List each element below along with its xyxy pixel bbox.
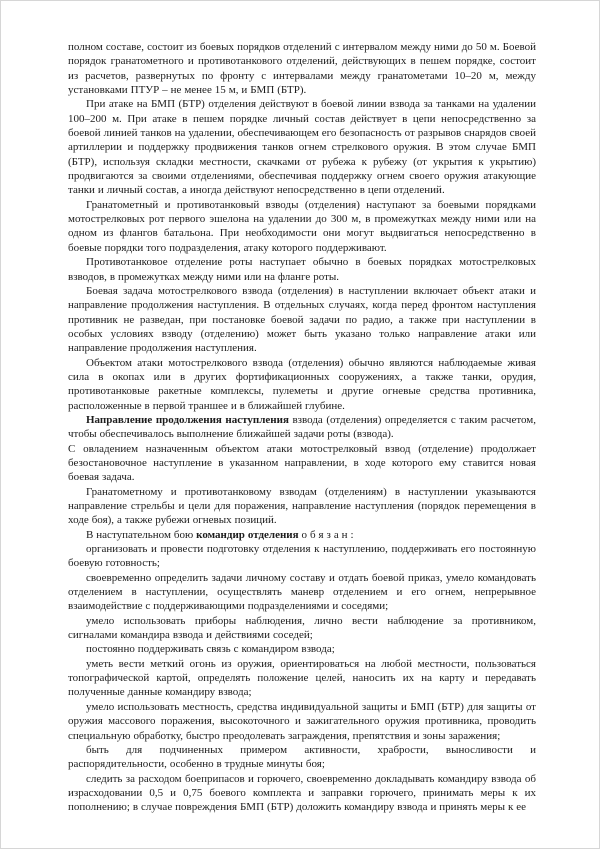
paragraph — [68, 198, 536, 255]
text-run: постоянно поддерживать связь с командиром взвода; — [86, 643, 335, 656]
text-run: С овладением назначенным объектом атаки мотострелковый взвод (отделение) продолжает безостановочное наступление в указанном направлении, в ходе которого ему ставится новая боевая задача. — [68, 442, 536, 484]
text-run: В наступательном бою — [86, 528, 197, 541]
text-run: Противотанковое отделение роты наступает обычно в боевых порядках мотострелковых взводов, в промежутках между ними или на фланге роты. — [68, 256, 536, 283]
paragraph — [68, 413, 536, 442]
text-run: Объектом атаки мотострелкового взвода (отделения) обычно являются наблюдаемые живая сила в окопах или в других фортификационных сооружениях, а также танки, орудия, противотанковые ракетные комплексы, пулеметы и другие огневые средства противника, расположенные в первой траншее и в ближайшей глубине. — [68, 356, 536, 412]
paragraph — [68, 542, 536, 571]
paragraph — [68, 442, 536, 485]
text-run: Гранатометный и противотанковый взводы (отделения) наступают за боевыми порядками мотострелковых рот первого эшелона на удалении до 300 м, в промежутках между ними или на одном из флангов батальона. При необходимости они могут выдвигаться непосредственно в боевые порядки того подразделения, атаку которого поддерживают. — [68, 198, 536, 254]
text-run: организовать и провести подготовку отделения к наступлению, поддерживать его постоянную боевую готовность; — [68, 543, 536, 570]
text-run: Гранатометному и противотанковому взводам (отделениям) в наступлении указываются направление стрельбы и цели для поражения, направление наступления (порядок перемещения в ходе боя), а также рубежи огневых позиций. — [68, 485, 536, 527]
paragraph — [68, 743, 536, 772]
paragraph — [68, 284, 536, 356]
bold-text-run: командир отделения — [196, 528, 299, 541]
paragraph — [68, 485, 536, 528]
paragraph — [68, 571, 536, 614]
paragraph — [68, 614, 536, 643]
text-run: быть для подчиненных примером активности, храбрости, выносливости и распорядительности, особенно в трудные минуты боя; — [68, 743, 536, 771]
text-run: При атаке на БМП (БТР) отделения действуют в боевой линии взвода за танками на удалении 100–200 м. При атаке в пешем порядке личный состав действует в цепи непосредственно за боевой линией танков на удалении, обеспечивающем его безопасность от разрывов снарядов своей артиллерии и поддержку продвижения танков огнем стрелкового оружия. В этом случае БМП (БТР), используя складки местности, скачками от рубежа к рубежу (от укрытия к укрытию) продвигаются за своими отделениями, обеспечивая поддержку огнем своего оружия атакующие танки и личный состав, а иногда действуют непосредственно в цепи отделений. — [68, 98, 536, 197]
text-run: Боевая задача мотострелкового взвода (отделения) в наступлении включает объект атаки и направление продолжения наступления. В отдельных случаях, когда перед фронтом наступления противник не разведан, при постановке боевой задачи по радио, а также при наступлении в особых условиях взводу (отделению) может быть указано только направление атаки или направление продолжения наступления. — [68, 284, 536, 355]
paragraph — [68, 97, 536, 197]
bold-text-run: Направление продолжения наступления — [86, 413, 289, 426]
paragraph — [68, 40, 536, 97]
paragraph — [68, 657, 536, 700]
text-run: умело использовать приборы наблюдения, лично вести наблюдение за противником, сигналами командира взвода и действиями соседей; — [68, 614, 536, 642]
paragraph — [68, 642, 536, 656]
paragraph — [68, 255, 536, 284]
paragraph — [68, 700, 536, 743]
text-run: следить за расходом боеприпасов и горючего, своевременно докладывать командиру взвода об израсходовании 0,5 и 0,75 боевого комплекта и заправки горючего, принимать меры к их пополнению; в случае повреждения БМП (БТР) доложить командиру взвода и принять меры к ее — [68, 772, 536, 814]
text-run: о б я з а н : — [298, 528, 354, 541]
paragraph — [68, 528, 536, 542]
document-body — [68, 40, 536, 815]
text-run: своевременно определить задачи личному составу и отдать боевой приказ, умело командовать отделением в наступлении, осуществлять маневр отделением и его огнем, непрерывное взаимодействие с поддерживающими подразделениями и соседями; — [68, 571, 536, 613]
paragraph — [68, 772, 536, 815]
text-run: умело использовать местность, средства индивидуальной защиты и БМП (БТР) для защиты от оружия массового поражения, высокоточного и зажигательного оружия противника, проводить специальную обработку, быстро преодолевать заграждения, препятствия и зоны заражения; — [68, 700, 536, 742]
text-run: полном составе, состоит из боевых порядков отделений с интервалом между ними до 50 м. Боевой порядок гранатометного и противотанкового отделений, действующих в пешем порядке, состоит из расчетов, развернутых по фронту с интервалами между гранатометами 10–20 м, между установками ПТУР – не менее 15 м, и БМП (БТР). — [68, 41, 536, 97]
text-run: взвода (отделения) определяется с таким расчетом, чтобы обеспечивалось выполнение ближайшей задачи роты (взвода). — [68, 413, 536, 441]
paragraph — [68, 356, 536, 413]
text-run: уметь вести меткий огонь из оружия, ориентироваться на любой местности, пользоваться топографической картой, определять положение целей, наносить их на карту и передавать полученные данные командиру взвода; — [68, 657, 536, 699]
